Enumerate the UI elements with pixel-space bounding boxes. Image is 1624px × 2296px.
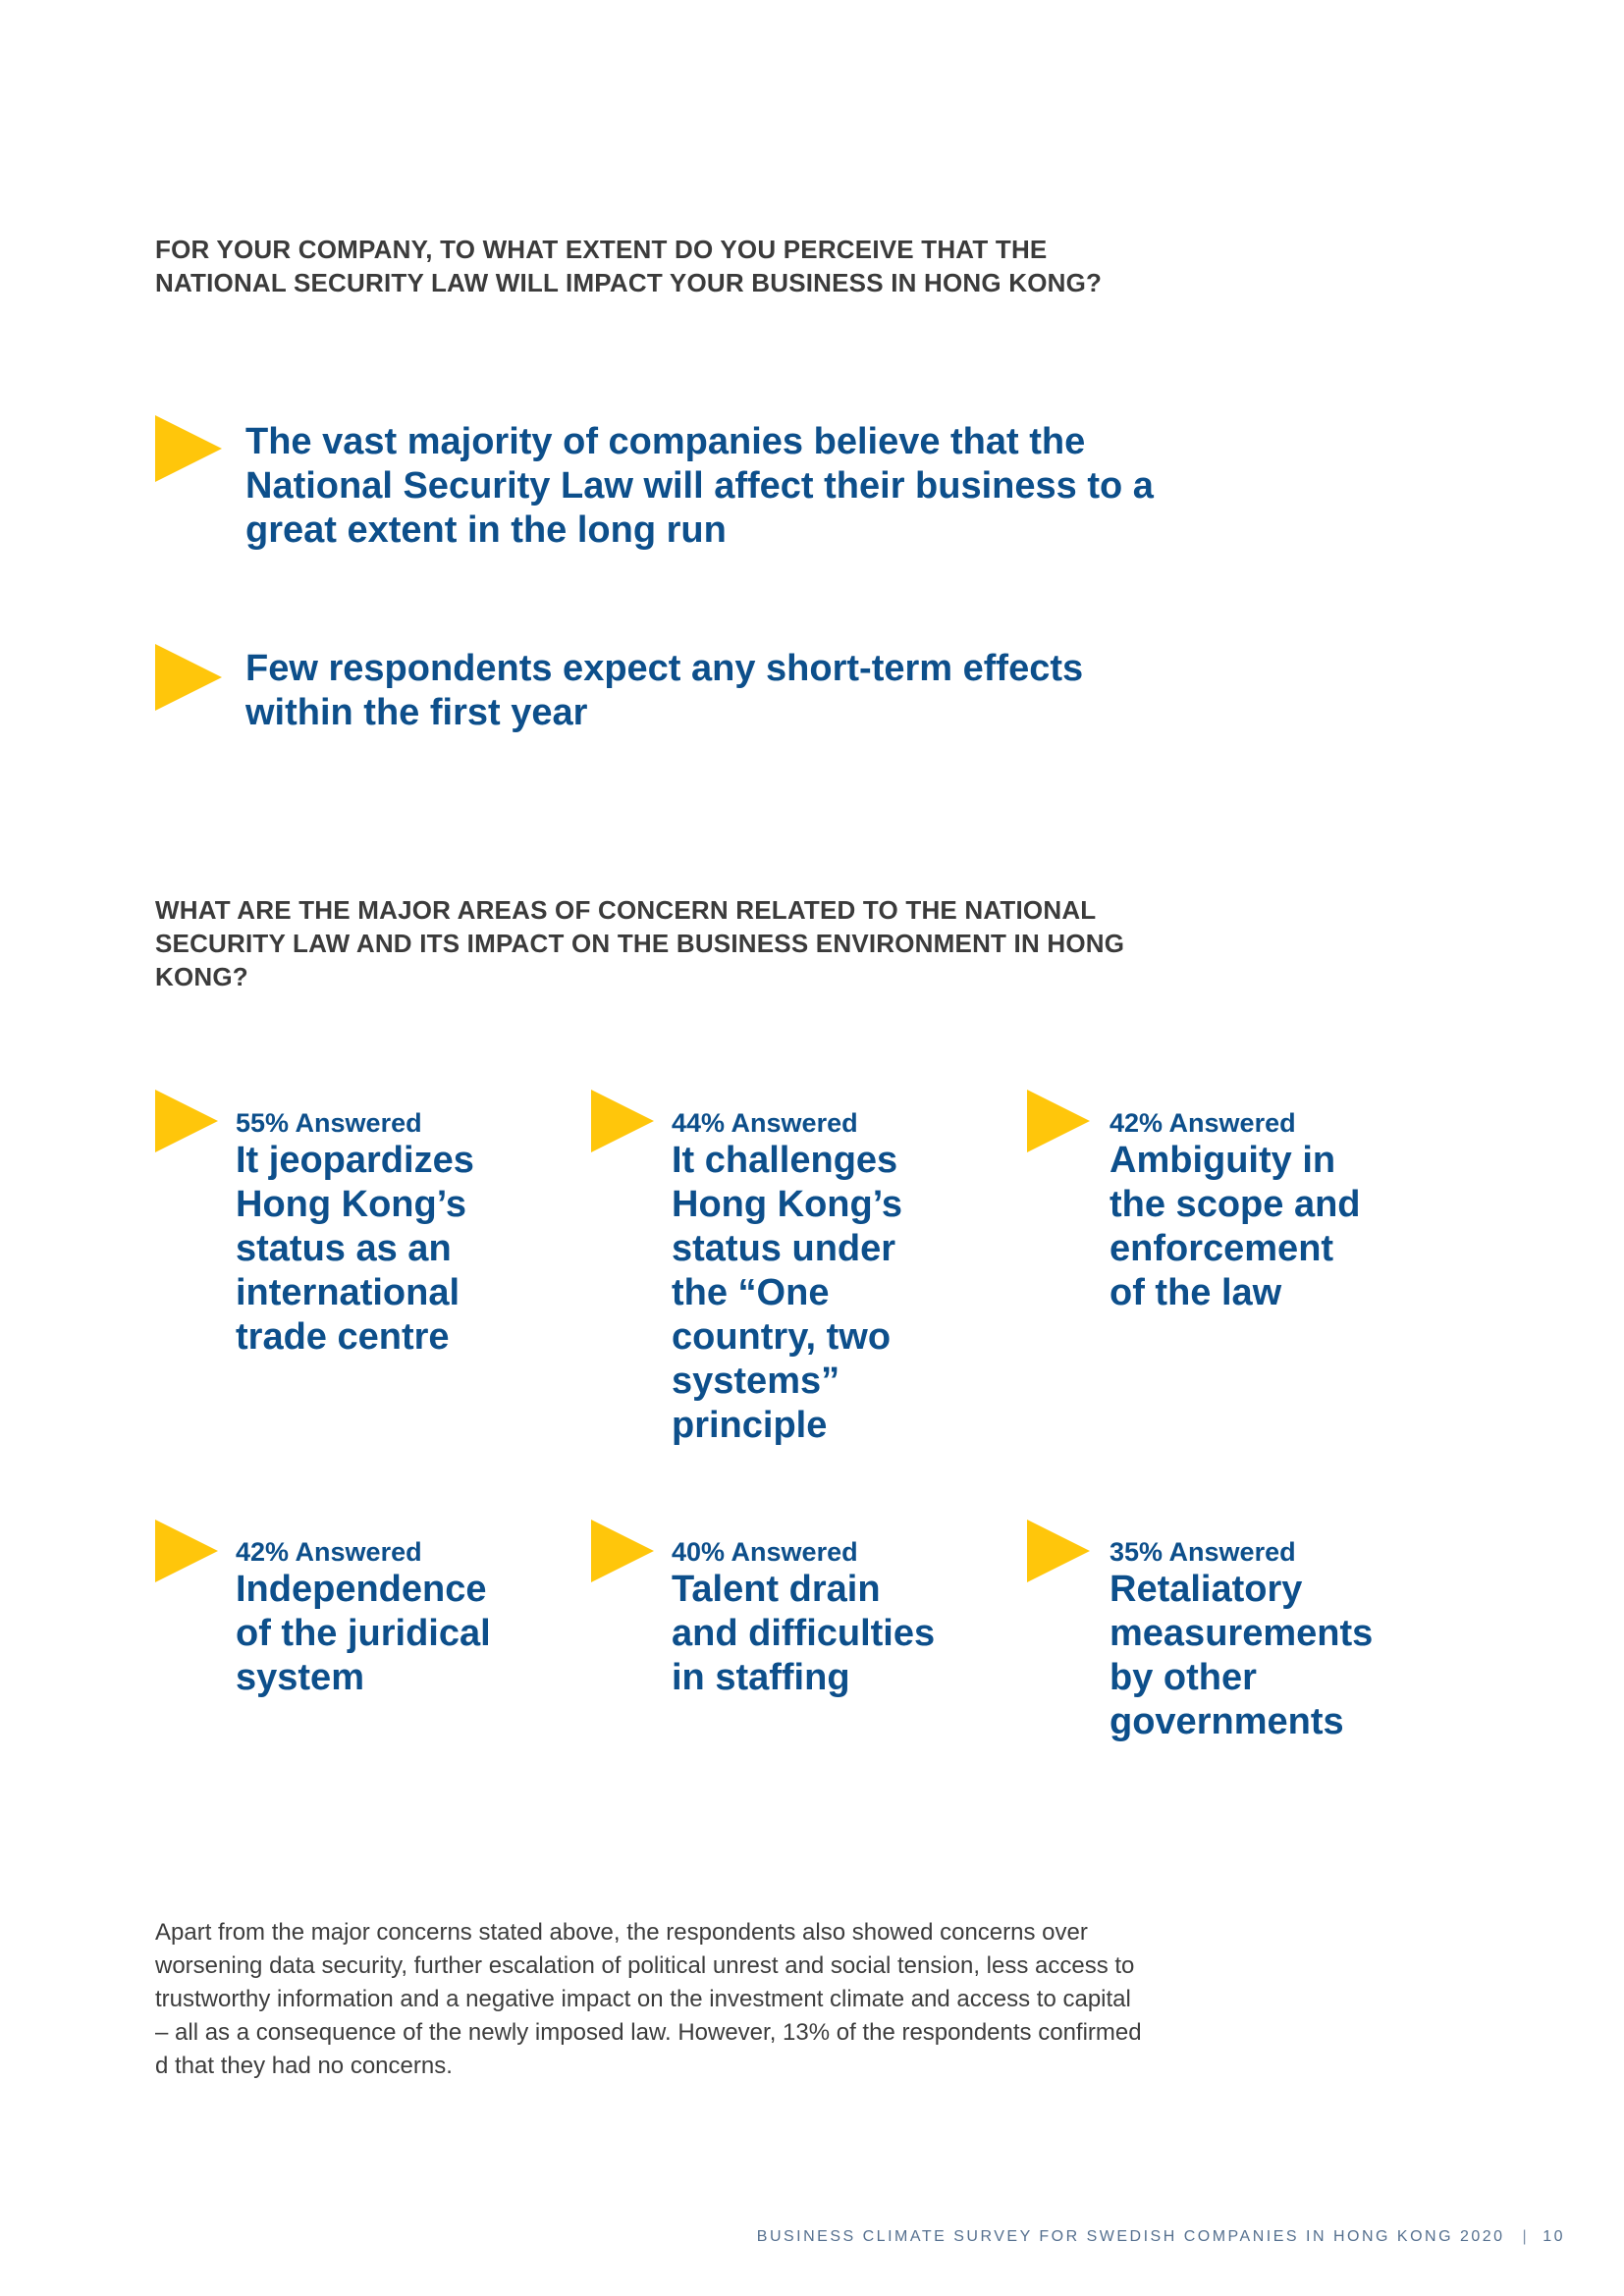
concern-item <box>1110 1532 1404 1744</box>
concern-percentage: 55% Answered <box>236 1108 422 1138</box>
bullet-triangle-icon <box>155 1520 218 1582</box>
concern-item <box>672 1532 937 1700</box>
keypoint-long-run: The vast majority of companies believe that the National Security Law will affect their business to a great extent in the long run <box>245 421 1154 551</box>
concern-percentage: 42% Answered <box>1110 1108 1296 1138</box>
concern-title: Talent drain and difficulties in staffing <box>672 1569 936 1698</box>
concern-item <box>236 1103 501 1360</box>
concern-item <box>672 1103 937 1448</box>
concern-title: It challenges Hong Kong’s status under the “One country, two systems” principle <box>672 1140 902 1446</box>
concern-title: Retaliatory measurements by other governments <box>1110 1569 1374 1742</box>
bullet-triangle-icon <box>1027 1090 1090 1152</box>
footer-separator: | <box>1522 2228 1530 2245</box>
bullet-triangle-icon <box>1027 1520 1090 1582</box>
question-concerns-heading: WHAT ARE THE MAJOR AREAS OF CONCERN RELATED TO THE NATIONAL SECURITY LAW AND ITS IMPACT ON THE BUSINESS ENVIRONMENT IN HONG KONG? <box>155 895 1125 991</box>
bullet-triangle-icon <box>155 1090 218 1152</box>
page-number: 10 <box>1543 2228 1565 2245</box>
footer-title: BUSINESS CLIMATE SURVEY FOR SWEDISH COMPANIES IN HONG KONG 2020 <box>756 2228 1505 2245</box>
concern-title: It jeopardizes Hong Kong’s status as an international trade centre <box>236 1140 474 1358</box>
bullet-triangle-icon <box>155 415 222 482</box>
concern-item <box>236 1532 530 1700</box>
keypoint-short-term: Few respondents expect any short-term effects within the first year <box>245 648 1084 733</box>
bullet-triangle-icon <box>591 1520 654 1582</box>
page-footer <box>757 2228 1565 2246</box>
concern-title: Ambiguity in the scope and enforcement of the law <box>1110 1140 1361 1313</box>
summary-paragraph: Apart from the major concerns stated above, the respondents also showed concerns over worsening data security, further escalation of political unrest and social tension, less access to trustworthy information and a negative impact on the investment climate and access to capital – all as a consequence of the newly imposed law. However, 13% of the respondents confirmed d that they had no concerns. <box>155 1919 1142 2079</box>
concern-percentage: 42% Answered <box>236 1537 422 1567</box>
bullet-triangle-icon <box>155 644 222 711</box>
concern-title: Independence of the juridical system <box>236 1569 491 1698</box>
concern-item <box>1110 1103 1375 1315</box>
concern-percentage: 40% Answered <box>672 1537 858 1567</box>
concern-percentage: 35% Answered <box>1110 1537 1296 1567</box>
question-impact-heading: FOR YOUR COMPANY, TO WHAT EXTENT DO YOU PERCEIVE THAT THE NATIONAL SECURITY LAW WILL IMPACT YOUR BUSINESS IN HONG KONG? <box>155 235 1103 297</box>
concern-percentage: 44% Answered <box>672 1108 858 1138</box>
bullet-triangle-icon <box>591 1090 654 1152</box>
